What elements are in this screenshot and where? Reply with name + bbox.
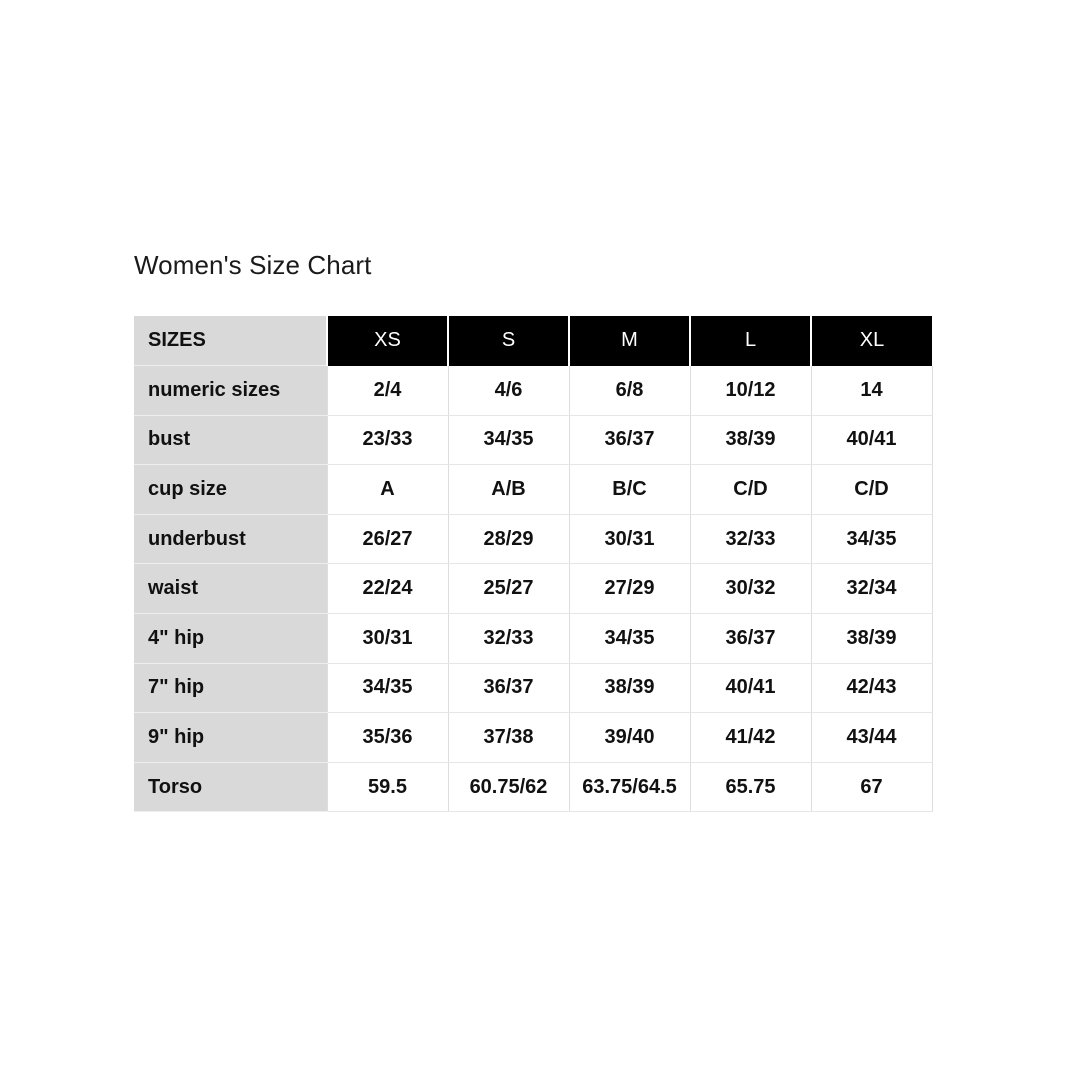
table-row xyxy=(134,465,932,515)
table-cell: 60.75/62 xyxy=(448,762,569,812)
table-cell: 40/41 xyxy=(811,415,932,465)
table-cell: 4/6 xyxy=(448,366,569,416)
table-row xyxy=(134,514,932,564)
size-header-s: S xyxy=(448,316,569,366)
table-cell: 30/32 xyxy=(690,564,811,614)
table-cell: C/D xyxy=(690,465,811,515)
row-label: Torso xyxy=(134,762,327,812)
table-cell: 43/44 xyxy=(811,713,932,763)
table-row xyxy=(134,415,932,465)
page-title: Women's Size Chart xyxy=(134,250,372,280)
table-cell: 34/35 xyxy=(327,663,448,713)
table-row xyxy=(134,663,932,713)
table-cell: 25/27 xyxy=(448,564,569,614)
table-cell: 32/33 xyxy=(690,514,811,564)
size-header-m: M xyxy=(569,316,690,366)
table-cell: 28/29 xyxy=(448,514,569,564)
table-row xyxy=(134,366,932,416)
table-cell: 41/42 xyxy=(690,713,811,763)
table-cell: 36/37 xyxy=(569,415,690,465)
table-cell: 36/37 xyxy=(448,663,569,713)
row-label: underbust xyxy=(134,514,327,564)
table-cell: 42/43 xyxy=(811,663,932,713)
table-cell: 40/41 xyxy=(690,663,811,713)
table-cell: 14 xyxy=(811,366,932,416)
table-cell: C/D xyxy=(811,465,932,515)
row-label: numeric sizes xyxy=(134,366,327,416)
table-cell: 10/12 xyxy=(690,366,811,416)
table-body xyxy=(134,366,932,812)
table-cell: 35/36 xyxy=(327,713,448,763)
table-cell: 38/39 xyxy=(569,663,690,713)
table-cell: 37/38 xyxy=(448,713,569,763)
row-label: 4" hip xyxy=(134,614,327,664)
row-label: 9" hip xyxy=(134,713,327,763)
size-header-xs: XS xyxy=(327,316,448,366)
row-label: cup size xyxy=(134,465,327,515)
table-cell: 22/24 xyxy=(327,564,448,614)
table-row xyxy=(134,564,932,614)
table-row xyxy=(134,614,932,664)
table-cell: 23/33 xyxy=(327,415,448,465)
row-label: bust xyxy=(134,415,327,465)
table-cell: 38/39 xyxy=(811,614,932,664)
row-label: 7" hip xyxy=(134,663,327,713)
table-cell: 38/39 xyxy=(690,415,811,465)
size-header-l: L xyxy=(690,316,811,366)
table-cell: 67 xyxy=(811,762,932,812)
table-cell: B/C xyxy=(569,465,690,515)
table-cell: 30/31 xyxy=(327,614,448,664)
table-cell: 36/37 xyxy=(690,614,811,664)
header-row xyxy=(134,316,932,366)
table-cell: 32/33 xyxy=(448,614,569,664)
table-cell: 27/29 xyxy=(569,564,690,614)
table-row xyxy=(134,762,932,812)
table-cell: 63.75/64.5 xyxy=(569,762,690,812)
size-chart-table xyxy=(134,316,933,812)
table-cell: 34/35 xyxy=(448,415,569,465)
table-cell: 6/8 xyxy=(569,366,690,416)
table-cell: A xyxy=(327,465,448,515)
table-cell: A/B xyxy=(448,465,569,515)
size-header-xl: XL xyxy=(811,316,932,366)
table-cell: 34/35 xyxy=(811,514,932,564)
table-cell: 65.75 xyxy=(690,762,811,812)
table-row xyxy=(134,713,932,763)
table-cell: 34/35 xyxy=(569,614,690,664)
table-cell: 32/34 xyxy=(811,564,932,614)
corner-label: SIZES xyxy=(134,316,327,366)
row-label: waist xyxy=(134,564,327,614)
table-cell: 59.5 xyxy=(327,762,448,812)
table-cell: 39/40 xyxy=(569,713,690,763)
table-cell: 26/27 xyxy=(327,514,448,564)
table-cell: 30/31 xyxy=(569,514,690,564)
table-cell: 2/4 xyxy=(327,366,448,416)
